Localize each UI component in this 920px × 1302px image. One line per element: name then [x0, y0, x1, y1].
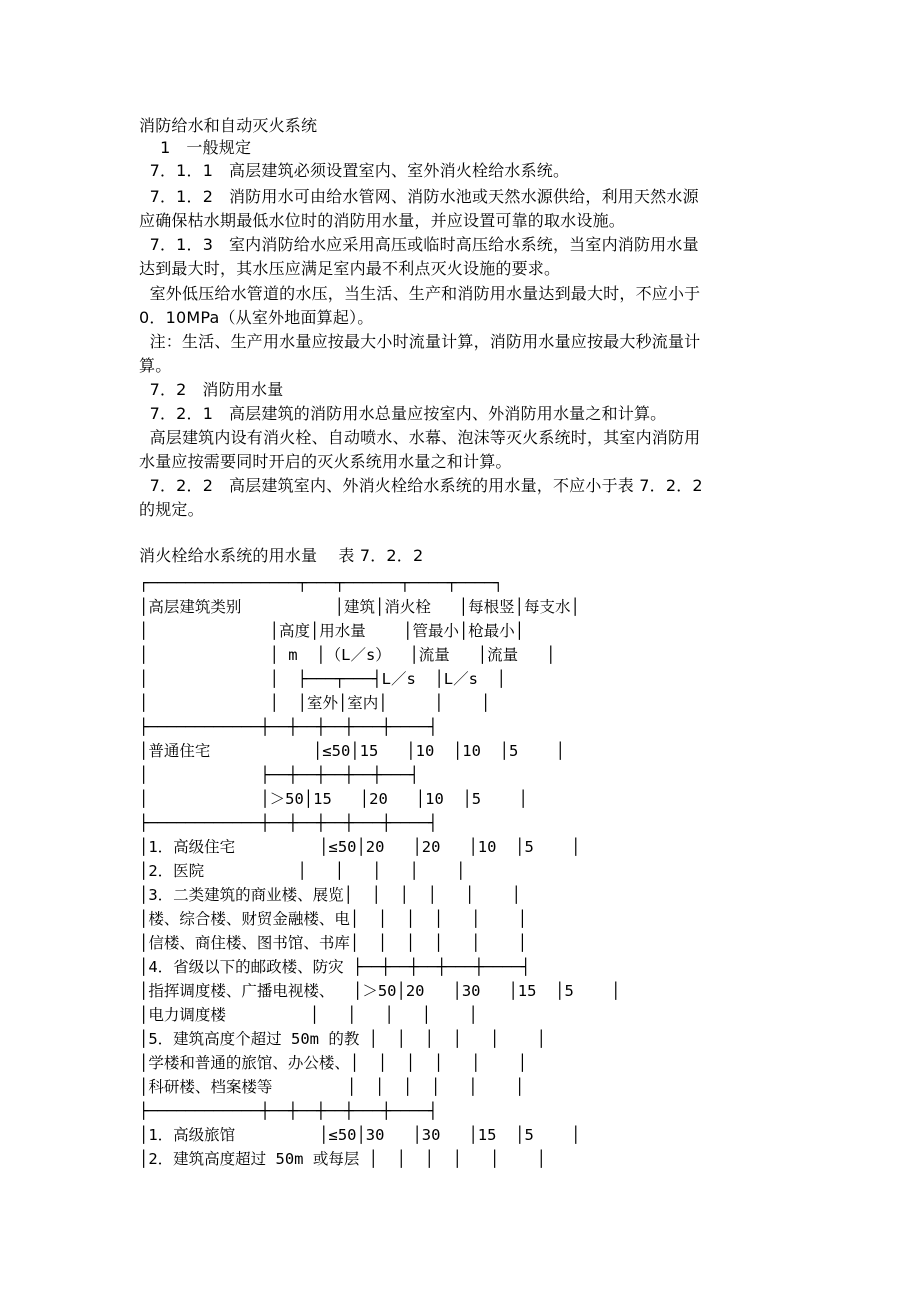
table-row: │ │ │室外│室内│ │ │ — [139, 694, 491, 712]
table-row: │ │ ├───┬───┤L／s │L／s │ — [139, 670, 506, 688]
table-row: │高层建筑类别 │建筑│消火栓 │每根竖│每支水│ — [139, 598, 580, 616]
table-row: ├────────────┼──┼──┼──┼───┼────┤ — [139, 1102, 438, 1120]
para-1: 1 一般规定 — [139, 138, 252, 157]
para-9: 注：生活、生产用水量应按最大小时流量计算，消防用水量应按最大秒流量计 — [139, 332, 701, 351]
para-3: 7．1．2 消防用水可由给水管网、消防水池或天然水源供给，利用天然水源 — [139, 187, 699, 206]
table-row: │指挥调度楼、广播电视楼、 │＞50│20 │30 │15 │5 │ — [139, 982, 621, 1000]
para-12: 7．2．1 高层建筑的消防用水总量应按室内、外消防用水量之和计算。 — [139, 404, 667, 423]
para-5: 7．1．3 室内消防给水应采用高压或临时高压给水系统，当室内消防用水量 — [139, 235, 699, 254]
table-row: ┌────────────────┬───┬──────┬────┬────┐ — [139, 574, 503, 592]
table-row: │ │高度│用水量 │管最小│枪最小│ — [139, 622, 525, 640]
doc-title: 消防给水和自动灭火系统 — [139, 116, 318, 135]
table-caption: 消火栓给水系统的用水量 表 7．2．2 — [139, 546, 424, 565]
table-row: │ │＞50│15 │20 │10 │5 │ — [139, 790, 528, 808]
table-row: │ ├──┼──┼──┼──┼───┤ — [139, 766, 419, 784]
table-row: │信楼、商住楼、图书馆、书库│ │ │ │ │ │ — [139, 934, 528, 952]
para-2: 7．1．1 高层建筑必须设置室内、室外消火栓给水系统。 — [139, 161, 570, 180]
para-10: 算。 — [139, 356, 172, 375]
para-11: 7．2 消防用水量 — [139, 380, 284, 399]
table-row: │学楼和普通的旅馆、办公楼、│ │ │ │ │ │ — [139, 1054, 528, 1072]
table-row: │电力调度楼 │ │ │ │ │ — [139, 1006, 478, 1024]
table-row: │2．医院 │ │ │ │ │ — [139, 862, 466, 880]
table-row: │ │ m │（L／s） │流量 │流量 │ — [139, 646, 556, 664]
para-6: 达到最大时，其水压应满足室内最不利点灭火设施的要求。 — [139, 259, 561, 278]
table-row: │4．省级以下的邮政楼、防灾 ├──┼──┼──┼───┼────┤ — [139, 958, 531, 976]
para-7: 室外低压给水管道的水压，当生活、生产和消防用水量达到最大时，不应小于 — [139, 284, 701, 303]
table-row: │1．高级旅馆 │≤50│30 │30 │15 │5 │ — [139, 1126, 581, 1144]
para-15: 7．2．2 高层建筑室内、外消火栓给水系统的用水量，不应小于表 7．2．2 — [139, 476, 703, 495]
table-row: │科研楼、档案楼等 │ │ │ │ │ │ — [139, 1078, 525, 1096]
table-row: │3．二类建筑的商业楼、展览│ │ │ │ │ │ — [139, 886, 521, 904]
table-row: ├────────────┼──┼──┼──┼───┼────┤ — [139, 814, 438, 832]
table-row: │普通住宅 │≤50│15 │10 │10 │5 │ — [139, 742, 565, 760]
para-8: 0．10MPa（从室外地面算起）。 — [139, 308, 374, 327]
table-row: ├────────────┼──┼──┼──┼───┼────┤ — [139, 718, 438, 736]
para-16: 的规定。 — [139, 500, 204, 519]
table-row: │5．建筑高度个超过 50m 的教 │ │ │ │ │ │ — [139, 1030, 546, 1048]
table-row: │1．高级住宅 │≤50│20 │20 │10 │5 │ — [139, 838, 581, 856]
para-13: 高层建筑内设有消火栓、自动喷水、水幕、泡沫等灭火系统时，其室内消防用 — [139, 428, 701, 447]
table-row: │楼、综合楼、财贸金融楼、电│ │ │ │ │ │ — [139, 910, 528, 928]
para-14: 水量应按需要同时开启的灭火系统用水量之和计算。 — [139, 452, 512, 471]
table-row: │2．建筑高度超过 50m 或每层 │ │ │ │ │ │ — [139, 1150, 546, 1168]
para-4: 应确保枯水期最低水位时的消防用水量，并应设置可靠的取水设施。 — [139, 211, 626, 230]
